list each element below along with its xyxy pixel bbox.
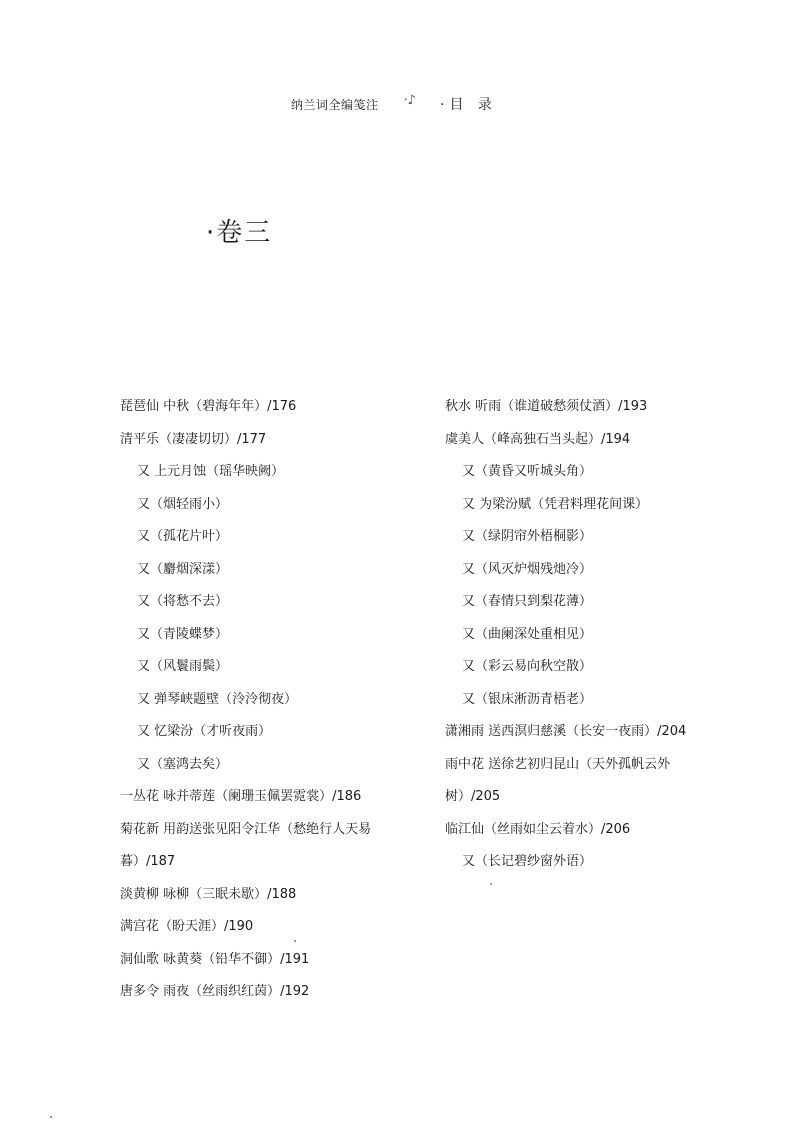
volume-title: ·卷三: [206, 218, 273, 248]
toc-entry: 清平乐（凄凄切切）/177: [120, 431, 267, 447]
toc-entry: 又 上元月蚀（瑶华映阙）: [137, 464, 285, 479]
toc-entry: 又（青陵蝶梦）: [137, 626, 229, 642]
toc-entry: 又（风灭炉烟残灺冷）: [462, 561, 593, 577]
toc-left-column: [120, 391, 440, 1009]
toc-entry: 一丛花 咏并蒂莲（阑珊玉佩罢霓裳）/186: [120, 789, 362, 804]
scan-speck: [50, 1116, 52, 1118]
page-header: [0, 93, 800, 116]
toc-entry: 又（孤花片叶）: [137, 529, 229, 544]
toc-entry: 又（麝烟深漾）: [137, 561, 229, 577]
book-title: 纳兰词全编笺注: [291, 98, 379, 112]
toc-entry: 又（彩云易向秋空散）: [462, 659, 593, 674]
toc-right-column: [445, 391, 745, 879]
toc-entry: 又（长记碧纱窗外语）: [462, 854, 593, 869]
toc-entry: 秋水 听雨（谁道破愁须仗酒）/193: [445, 399, 648, 414]
toc-entry: 临江仙（丝雨如尘云着水）/206: [445, 821, 631, 837]
toc-entry: 又 忆梁汾（才听夜雨）: [137, 724, 272, 739]
toc-entry: 虞美人（峰高独石当头起）/194: [445, 431, 631, 447]
scan-speck: [294, 940, 296, 942]
toc-entry: 又（风鬟雨鬓）: [137, 659, 229, 674]
toc-entry: 洞仙歌 咏黄葵（铅华不御）/191: [120, 951, 310, 967]
toc-entry: 潇湘雨 送西溟归慈溪（长安一夜雨）/204: [445, 724, 687, 739]
toc-entry: 琵琶仙 中秋（碧海年年）/176: [120, 399, 297, 414]
toc-entry: 又（曲阑深处重相见）: [462, 626, 593, 642]
toc-entry: 又（黄昏又听城头角）: [462, 464, 593, 479]
section-label: ·目 录: [440, 97, 497, 113]
toc-entry: 唐多令 雨夜（丝雨织红茵）/192: [120, 984, 310, 999]
toc-entry: 淡黄柳 咏柳（三眠未歇）/188: [120, 886, 297, 902]
toc-entry: 又（绿阴帘外梧桐影）: [462, 529, 593, 544]
toc-entry: 又（烟轻雨小）: [137, 496, 229, 512]
toc-entry: 菊花新 用韵送张见阳令江华（愁绝行人天易暮）/187: [120, 821, 372, 869]
toc-entry: 又（银床淅沥青梧老）: [462, 691, 593, 707]
toc-entry: 又 为梁汾赋（凭君料理花间课）: [462, 496, 649, 512]
toc-entry: 又（春情只到梨花薄）: [462, 594, 593, 609]
toc-entry: 又（将愁不去）: [137, 594, 229, 609]
toc-entry: 雨中花 送徐艺初归昆山（天外孤帆云外树）/205: [445, 756, 671, 804]
toc-entry: 又（塞鸿去矣）: [137, 756, 229, 772]
scan-speck: [490, 883, 492, 885]
toc-entry: 满宫花（盼天涯）/190: [120, 919, 254, 934]
toc-entry: 又 弹琴峡题壁（泠泠彻夜）: [137, 691, 298, 707]
ornament-icon: ⸱♪: [404, 93, 416, 108]
